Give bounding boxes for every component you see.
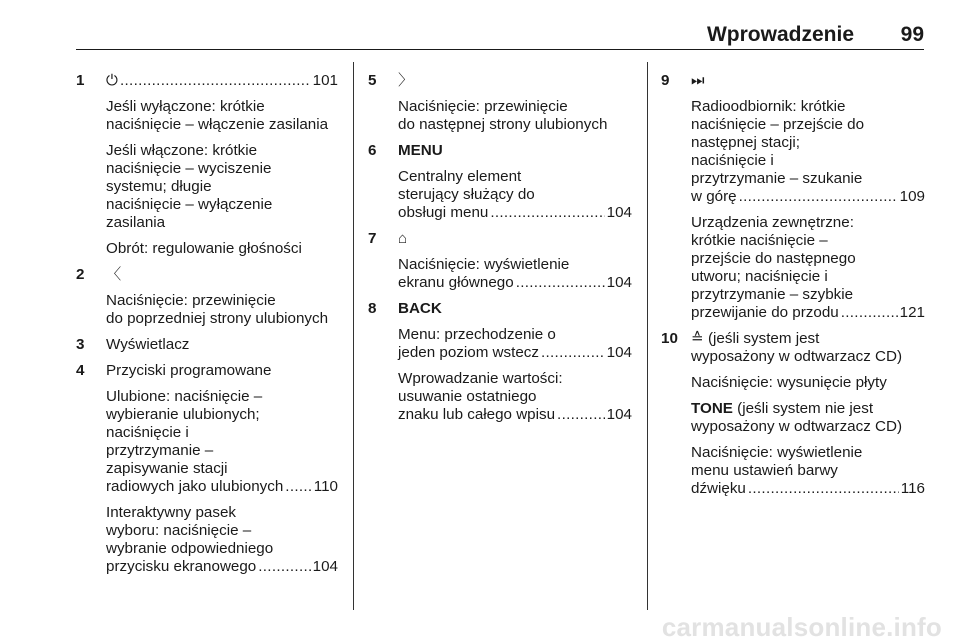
text-line: przejście do następnego [691, 250, 856, 267]
text-line: następnej stacji; [691, 134, 800, 151]
text-line: naciśnięcie i [106, 424, 189, 441]
text-line: wybranie odpowiedniego [106, 540, 274, 557]
entry-9 [661, 72, 925, 322]
text-line: (jeśli system jest [707, 330, 820, 347]
text-line: Interaktywny pasek [106, 504, 236, 521]
entry-10 [661, 330, 925, 498]
leader-dots [557, 406, 605, 424]
entry-number: 8 [368, 300, 377, 317]
text-line: przycisku ekranowego [106, 558, 257, 575]
page-reference: 104 [606, 344, 632, 361]
eject-icon: ≙ [691, 330, 704, 347]
entry-number: 10 [661, 330, 678, 347]
entry-heading: MENU [398, 142, 443, 159]
entry-number: 5 [368, 72, 377, 89]
text-line: ekranu głównego [398, 274, 514, 291]
text-line: utworu; naciśnięcie i [691, 268, 828, 285]
entry-number: 1 [76, 72, 85, 89]
page-reference: 101 [312, 72, 338, 89]
leader-dots [739, 188, 898, 206]
text-line: wyboru: naciśnięcie – [106, 522, 252, 539]
entry-number: 9 [661, 72, 670, 89]
column-1 [76, 64, 338, 576]
text-line: przytrzymanie – szybkie [691, 286, 854, 303]
leader-dots [120, 72, 311, 90]
page-reference: 109 [899, 188, 925, 205]
page-reference: 104 [312, 558, 338, 575]
entry-7 [368, 230, 632, 292]
entry-number: 2 [76, 266, 85, 283]
text-line: do poprzedniej strony ulubionych [106, 310, 329, 327]
text-line: Obrót: regulowanie głośności [106, 240, 302, 257]
page-reference: 121 [899, 304, 925, 321]
entry-heading: BACK [398, 300, 442, 317]
entry-2 [76, 266, 338, 328]
text-line: wybieranie ulubionych; [106, 406, 260, 423]
text-line: Jeśli włączone: krótkie [106, 142, 258, 159]
text-line: Naciśnięcie: wysunięcie płyty [691, 374, 887, 391]
text-line: Ulubione: naciśnięcie – [106, 388, 263, 405]
text-line: Naciśnięcie: wyświetlenie [691, 444, 863, 461]
text-line: obsługi menu [398, 204, 489, 221]
text-line: przewijanie do przodu [691, 304, 839, 321]
text-line: naciśnięcie – przejście do [691, 116, 865, 133]
leader-dots [285, 478, 311, 496]
text-line: Naciśnięcie: wyświetlenie [398, 256, 570, 273]
text-line: Menu: przechodzenie o [398, 326, 556, 343]
entry-number: 6 [368, 142, 377, 159]
page-header [76, 22, 924, 50]
text-line: Centralny element [398, 168, 522, 185]
text-line: przytrzymanie – szukanie [691, 170, 863, 187]
text-line: przytrzymanie – [106, 442, 214, 459]
leader-dots [541, 344, 605, 362]
text-line: systemu; długie [106, 178, 212, 195]
text-line: menu ustawień barwy [691, 462, 838, 479]
text-line: w górę [691, 188, 737, 205]
text-line: naciśnięcie i [691, 152, 774, 169]
skip-forward-icon: ⏭ [691, 72, 705, 89]
watermark: carmanualsonline.info [661, 612, 942, 642]
text-line: krótkie naciśnięcie – [691, 232, 828, 249]
column-3 [661, 64, 925, 498]
home-icon: ⌂ [398, 230, 408, 247]
entry-6 [368, 142, 632, 222]
text-line: dźwięku [691, 480, 746, 497]
leader-dots [258, 558, 310, 576]
page-reference: 104 [606, 204, 632, 221]
text-line: znaku lub całego wpisu [398, 406, 556, 423]
text-line: (jeśli system nie jest [737, 400, 874, 417]
text-line: Jeśli wyłączone: krótkie [106, 98, 265, 115]
text-line: wyposażony w odtwarzacz CD) [691, 348, 903, 365]
text-line: zasilania [106, 214, 166, 231]
leader-dots [748, 480, 899, 498]
page-title: Wprowadzenie [706, 23, 854, 46]
text-line: sterujący służący do [398, 186, 535, 203]
chevron-right-icon: 〉 [398, 72, 414, 89]
leader-dots [841, 304, 898, 322]
text-line: zapisywanie stacji [106, 460, 228, 477]
entry-number: 7 [368, 230, 377, 247]
column-divider-1 [353, 62, 354, 610]
text-line: jeden poziom wstecz [398, 344, 539, 361]
text-line: naciśnięcie – wyciszenie [106, 160, 272, 177]
text-line: do następnej strony ulubionych [398, 116, 608, 133]
page-reference: 116 [900, 480, 925, 497]
column-divider-2 [647, 62, 648, 610]
entry-8 [368, 300, 632, 424]
power-icon: ⏻ [106, 72, 119, 89]
entry-1 [76, 72, 338, 258]
page-reference: 104 [606, 406, 632, 423]
text-line: Naciśnięcie: przewinięcie [106, 292, 276, 309]
chevron-left-icon: 〈 [106, 266, 122, 283]
entry-heading: Wyświetlacz [106, 336, 190, 353]
tone-label: TONE [691, 400, 733, 417]
entry-heading: Przyciski programowane [106, 362, 272, 379]
text-line: Naciśnięcie: przewinięcie [398, 98, 568, 115]
leader-dots [490, 204, 604, 222]
text-line: naciśnięcie – włączenie zasilania [106, 116, 329, 133]
text-line: radiowych jako ulubionych [106, 478, 284, 495]
text-line: wyposażony w odtwarzacz CD) [691, 418, 903, 435]
text-line: usuwanie ostatniego [398, 388, 537, 405]
page-reference: 104 [606, 274, 632, 291]
page-reference: 110 [313, 478, 338, 495]
entry-4 [76, 362, 338, 576]
entry-5 [368, 72, 632, 134]
entry-number: 4 [76, 362, 85, 379]
column-2 [368, 64, 632, 424]
entry-number: 3 [76, 336, 85, 353]
text-line: Urządzenia zewnętrzne: [691, 214, 854, 231]
entry-3 [76, 336, 338, 354]
page-number: 99 [900, 23, 924, 46]
leader-dots [516, 274, 605, 292]
text-line: Radioodbiornik: krótkie [691, 98, 846, 115]
text-line: Wprowadzanie wartości: [398, 370, 563, 387]
text-line: naciśnięcie – wyłączenie [106, 196, 273, 213]
